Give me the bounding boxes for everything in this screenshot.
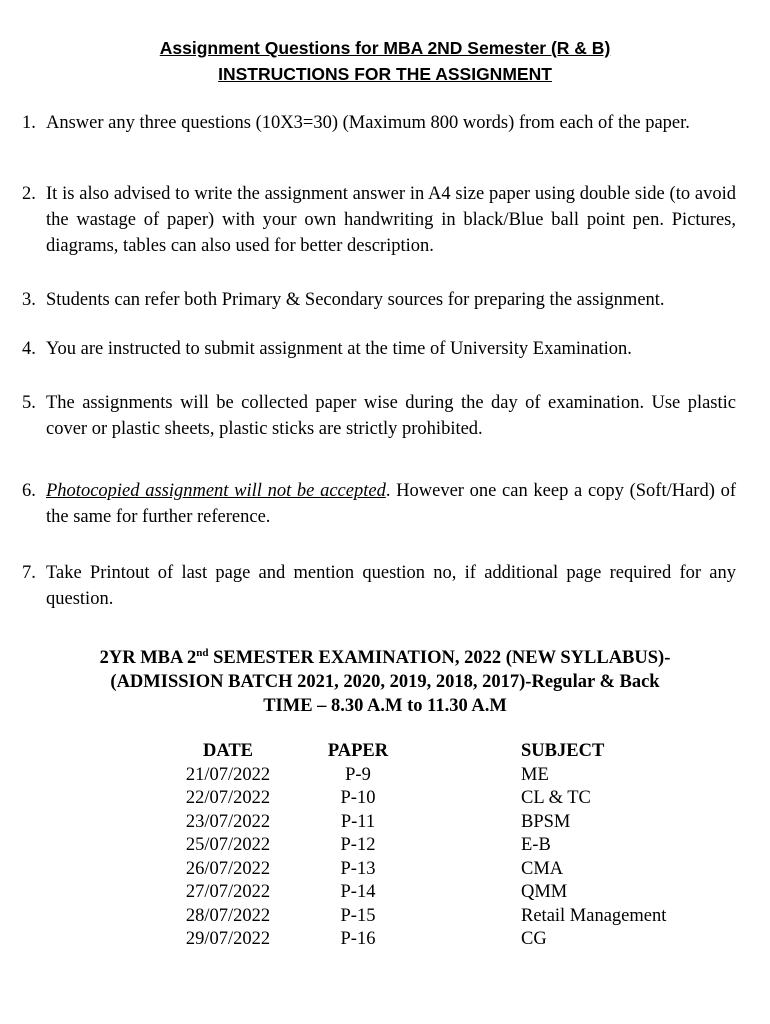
- admission-batch: (ADMISSION BATCH 2021, 2020, 2019, 2018, 2017)-Regular & Back: [110, 672, 660, 692]
- instruction-item-2: [22, 181, 736, 259]
- instruction-number: 1.: [22, 113, 36, 133]
- instruction-text: It is also advised to write the assignment answer in A4 size paper using double side (to avoid the wastage of paper) with your own handwriting in black/Blue ball point pen. Pictures, diagrams, tables can also used for better description.: [46, 184, 736, 256]
- cell-date: 25/07/2022: [185, 835, 271, 855]
- column-header-subject: SUBJECT: [521, 741, 605, 761]
- exam-title-superscript: nd: [196, 646, 209, 659]
- instruction-number: 3.: [22, 290, 36, 310]
- cell-date: 22/07/2022: [185, 788, 271, 808]
- cell-paper: P-10: [340, 788, 376, 808]
- cell-date: 23/07/2022: [185, 811, 271, 832]
- table-row: [0, 881, 770, 905]
- instruction-text: . However one can keep a copy (Soft/Hard) of the same for further reference.: [46, 481, 736, 527]
- cell-paper: P-15: [340, 905, 376, 926]
- table-header-row: [0, 740, 770, 764]
- cell-subject: E-B: [521, 835, 551, 855]
- document-title: Assignment Questions for MBA 2ND Semester (R & B): [159, 38, 611, 58]
- instruction-text: Take Printout of last page and mention question no, if additional page required for any question.: [46, 563, 736, 609]
- table-row: [0, 905, 770, 929]
- cell-date: 29/07/2022: [185, 929, 271, 949]
- cell-paper: P-13: [340, 858, 376, 879]
- exam-title-prefix: 2YR MBA 2: [99, 648, 197, 668]
- cell-subject: Retail Management: [521, 905, 667, 926]
- instruction-text: You are instructed to submit assignment at the time of University Examination.: [46, 339, 632, 359]
- instruction-number: 2.: [22, 184, 36, 204]
- cell-subject: CL & TC: [521, 788, 591, 808]
- instruction-text-container: [46, 478, 736, 530]
- instruction-number: 4.: [22, 339, 36, 359]
- instruction-item-5: [22, 390, 736, 442]
- cell-paper: P-11: [340, 811, 376, 832]
- table-row: [0, 764, 770, 788]
- cell-date: 27/07/2022: [185, 882, 271, 902]
- instruction-item-4: [22, 336, 736, 362]
- exam-time: TIME – 8.30 A.M to 11.30 A.M: [263, 696, 507, 716]
- exam-title-suffix: SEMESTER EXAMINATION, 2022 (NEW SYLLABUS)-: [208, 648, 671, 668]
- instruction-item-1: [22, 110, 736, 136]
- cell-date: 26/07/2022: [185, 858, 271, 879]
- cell-subject: QMM: [521, 882, 568, 902]
- cell-subject: CG: [521, 929, 547, 949]
- instruction-item-3: [22, 287, 736, 313]
- cell-paper: P-9: [345, 764, 371, 785]
- cell-subject: ME: [521, 764, 549, 785]
- instruction-text: Answer any three questions (10X3=30) (Maximum 800 words) from each of the paper.: [46, 113, 690, 133]
- table-row: [0, 834, 770, 858]
- instruction-emphasis: Photocopied assignment will not be accepted: [46, 481, 386, 501]
- column-header-date: DATE: [202, 741, 254, 761]
- instruction-text: Students can refer both Primary & Secondary sources for preparing the assignment.: [46, 290, 665, 310]
- instructions-heading: INSTRUCTIONS FOR THE ASSIGNMENT: [218, 64, 552, 84]
- instruction-item-7: [22, 560, 736, 612]
- instruction-text: The assignments will be collected paper wise during the day of examination. Use plastic cover or plastic sheets, plastic sticks are strictly prohibited.: [46, 393, 736, 439]
- instruction-item-6: [22, 478, 736, 530]
- cell-paper: P-14: [340, 882, 376, 902]
- exam-title: [0, 646, 770, 670]
- instruction-number: 6.: [22, 481, 36, 501]
- instruction-number: 7.: [22, 563, 36, 583]
- instruction-number: 5.: [22, 393, 36, 413]
- table-row: [0, 928, 770, 952]
- table-row: [0, 811, 770, 835]
- table-row: [0, 787, 770, 811]
- exam-schedule-table: [0, 740, 770, 952]
- column-header-paper: PAPER: [327, 741, 389, 761]
- cell-paper: P-12: [340, 835, 376, 855]
- cell-paper: P-16: [340, 929, 376, 949]
- cell-subject: BPSM: [521, 811, 571, 832]
- cell-subject: CMA: [521, 858, 564, 879]
- cell-date: 28/07/2022: [185, 905, 271, 926]
- table-row: [0, 858, 770, 882]
- cell-date: 21/07/2022: [185, 764, 271, 785]
